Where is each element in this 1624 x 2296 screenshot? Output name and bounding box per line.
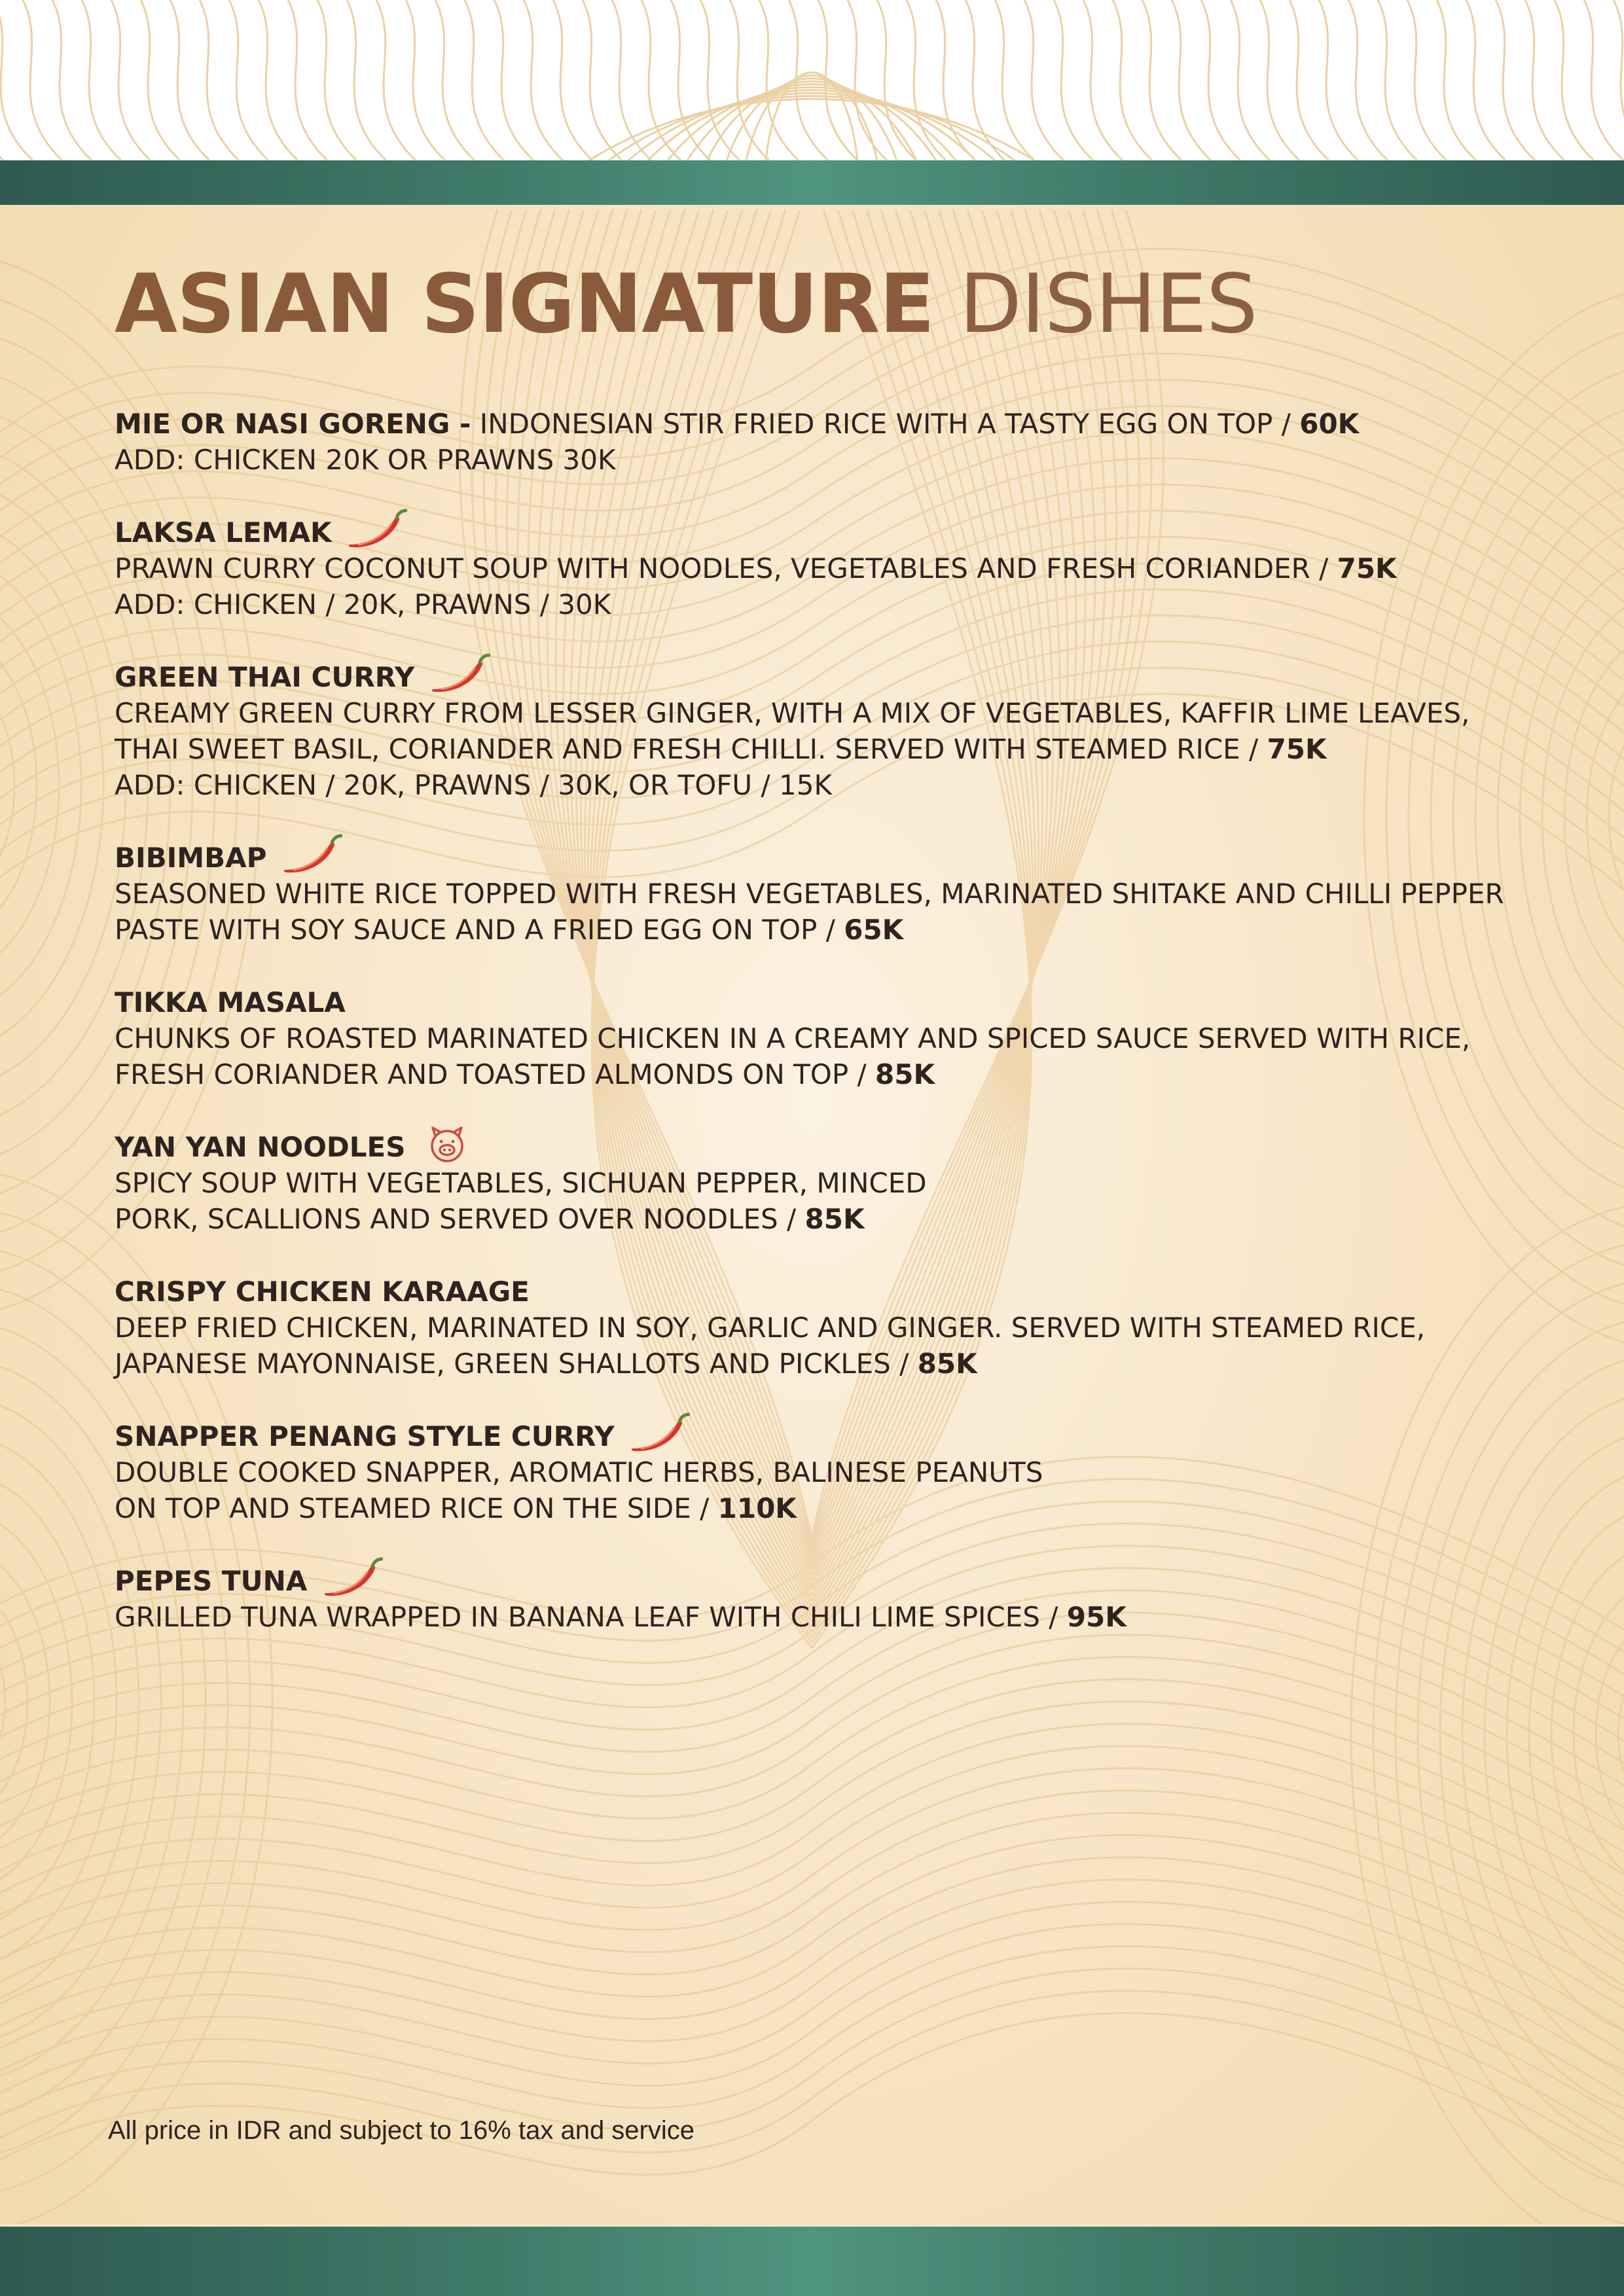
dish-addons: ADD: CHICKEN / 20K, PRAWNS / 30K, OR TOFU / 15K [115,769,832,801]
dish-price: 75K [1337,552,1397,584]
dish-item-tikka-masala [115,984,1522,1092]
dish-price: 85K [875,1058,935,1090]
chili-pepper-icon [427,651,490,694]
dish-name: BIBIMBAP [115,842,267,874]
dish-description: CHUNKS OF ROASTED MARINATED CHICKEN IN A CREAMY AND SPICED SAUCE SERVED WITH RICE, [115,1022,1471,1054]
dish-price: 75K [1267,733,1327,765]
dish-price: 85K [917,1348,977,1380]
dish-addons: ADD: CHICKEN 20K OR PRAWNS 30K [115,444,616,476]
dish-description: FRESH CORIANDER AND TOASTED ALMONDS ON TOP / [115,1058,875,1090]
dish-item-crispy-chicken-karaage [115,1274,1522,1382]
dish-price: 60K [1299,408,1360,440]
title-light: DISHES [959,257,1257,351]
dish-name: MIE OR NASI GORENG - [115,408,471,440]
page-title [115,255,1257,353]
dish-description: INDONESIAN STIR FRIED RICE WITH A TASTY EGG ON TOP / [471,408,1300,440]
dish-description: DEEP FRIED CHICKEN, MARINATED IN SOY, GARLIC AND GINGER. SERVED WITH STEAMED RICE, [115,1312,1426,1344]
dish-item-mie-nasi-goreng [115,406,1522,478]
dish-item-bibimbap [115,840,1522,948]
dish-description: PASTE WITH SOY SAUCE AND A FRIED EGG ON TOP / [115,914,844,946]
dish-item-pepes-tuna [115,1563,1522,1635]
pig-icon [427,1126,467,1163]
dish-price: 85K [804,1203,865,1235]
bottom-green-band [0,2224,1624,2296]
dish-name: SNAPPER PENANG STYLE CURRY [115,1420,615,1452]
dish-price: 95K [1066,1601,1127,1633]
dish-name: TIKKA MASALA [115,986,346,1018]
dish-price: 65K [844,914,904,946]
dish-description: JAPANESE MAYONNAISE, GREEN SHALLOTS AND PICKLES / [115,1348,918,1380]
dish-description: SEASONED WHITE RICE TOPPED WITH FRESH VEGETABLES, MARINATED SHITAKE AND CHILLI PEPPER [115,878,1504,910]
dish-item-laksa-lemak [115,514,1522,622]
dish-item-snapper-penang-curry [115,1418,1522,1526]
top-green-band [0,160,1624,205]
dish-description: PORK, SCALLIONS AND SERVED OVER NOODLES / [115,1203,805,1235]
dish-description: THAI SWEET BASIL, CORIANDER AND FRESH CHILLI. SERVED WITH STEAMED RICE / [115,733,1267,765]
dish-description: PRAWN CURRY COCONUT SOUP WITH NOODLES, VEGETABLES AND FRESH CORIANDER / [115,552,1337,584]
header-pattern-strip [0,0,1624,160]
dish-name: PEPES TUNA [115,1565,308,1597]
dish-name: CRISPY CHICKEN KARAAGE [115,1276,530,1308]
dish-name: GREEN THAI CURRY [115,661,415,693]
dish-description: DOUBLE COOKED SNAPPER, AROMATIC HERBS, BALINESE PEANUTS [115,1456,1043,1488]
dish-item-yan-yan-noodles [115,1129,1522,1237]
dish-price: 110K [717,1492,797,1524]
dish-description: SPICY SOUP WITH VEGETABLES, SICHUAN PEPPER, MINCED [115,1167,927,1199]
dish-item-green-thai-curry [115,659,1522,803]
chili-pepper-icon [280,832,342,875]
chili-pepper-icon [344,507,407,550]
dish-description: ON TOP AND STEAMED RICE ON THE SIDE / [115,1492,718,1524]
title-strong: ASIAN SIGNATURE [115,257,935,351]
dish-description: GRILLED TUNA WRAPPED IN BANANA LEAF WITH CHILI LIME SPICES / [115,1601,1067,1633]
price-disclaimer: All price in IDR and subject to 16% tax and service [108,2116,695,2145]
dish-addons: ADD: CHICKEN / 20K, PRAWNS / 30K [115,588,611,620]
chili-pepper-icon [627,1410,690,1454]
dish-list [115,406,1522,1672]
chili-pepper-icon [320,1555,383,1598]
dish-description: CREAMY GREEN CURRY FROM LESSER GINGER, WITH A MIX OF VEGETABLES, KAFFIR LIME LEAVES, [115,697,1470,729]
dish-name: LAKSA LEMAK [115,516,332,548]
dish-name: YAN YAN NOODLES [115,1131,406,1163]
